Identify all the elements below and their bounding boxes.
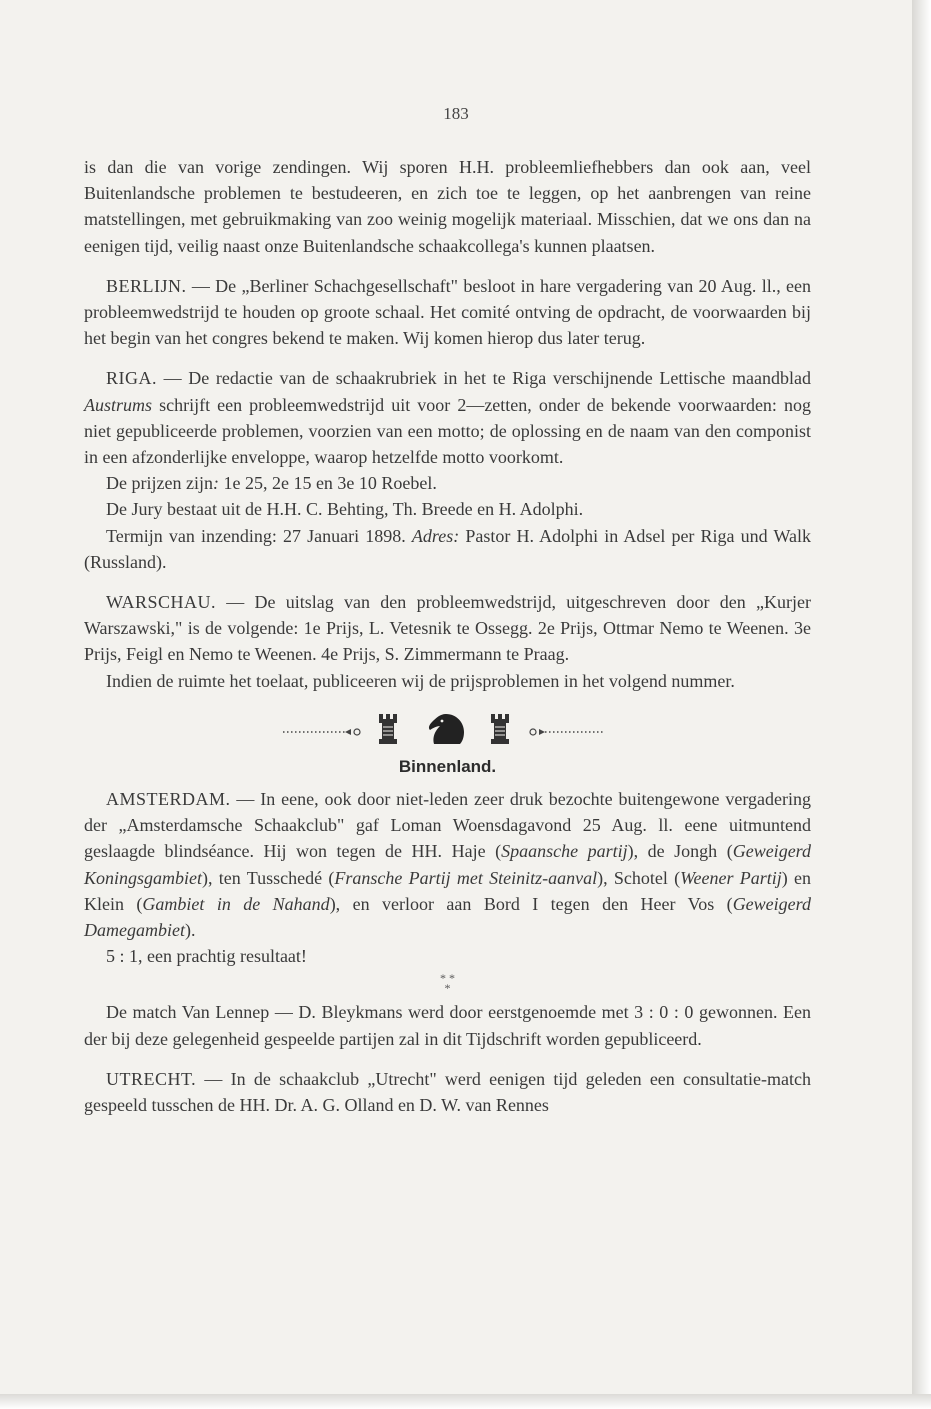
riga-deadline-text: Termijn van inzending: 27 Januari 1898.	[106, 525, 412, 546]
amsterdam-text-e: ) en Klein (	[84, 867, 811, 914]
amsterdam-text-a: — In eene, ook door niet-leden zeer druk bezochte buitengewone vergadering der „Amsterdamsche Schaakclub" gaf Loman Woensdagavond 25 Aug. ll. eene uitmuntend geslaagde blindséance. Hij won tegen de HH. Haje (	[84, 789, 811, 862]
chess-ornament	[84, 710, 811, 748]
city-utrecht: UTRECHT.	[106, 1068, 197, 1089]
paragraph-intro: is dan die van vorige zendingen. Wij sporen H.H. probleemliefhebbers dan ook aan, veel Buitenlandsche problemen te bestudeeren, en zich toe te leggen, op het aanbrengen van reine matstellingen, met gebruikmaking van zoo weinig mogelijk materiaal. Misschien, dat we ons dan na eenigen tijd, veilig naast onze Buitenlandsche schaakcollega's kunnen plaatsen.	[84, 157, 811, 256]
page-number: 183	[443, 104, 469, 123]
paragraph-utrecht	[84, 1066, 811, 1118]
paragraph-match: De match Van Lennep — D. Bleykmans werd door eerstgenoemde met 3 : 0 : 0 gewonnen. Een der bij deze gelegenheid gespeelde partijen zal in dit Tijdschrift worden gepubliceerd.	[84, 1002, 811, 1049]
opening-2: Geweigerd Koningsgambiet	[84, 841, 812, 888]
amsterdam-text-f: ), en verloor aan Bord I tegen den Heer Vos (	[329, 893, 733, 914]
riga-prizes-colon: :	[212, 473, 219, 494]
amsterdam-text-c: ), ten Tusschedé (	[202, 867, 335, 888]
page-edge-shadow	[912, 0, 931, 1409]
page-bottom-shadow	[0, 1394, 931, 1409]
asterism: * * *	[440, 971, 455, 996]
opening-1: Spaansche partij	[501, 841, 628, 862]
city-berlijn: BERLIJN.	[106, 275, 187, 296]
riga-text-b: schrijft een probleemwedstrijd uit voor 2—zetten, onder de bekende voorwaarden: nog niet gepubliceerde problemen, voorzien van een motto; de oplossing en de naam van den componist in een afzonderlijke enveloppe, waarop hetzelfde motto voorkomt.	[84, 394, 811, 468]
opening-5: Gambiet in de Nahand	[142, 893, 330, 914]
knight-icon	[428, 714, 463, 744]
paragraph-riga	[84, 365, 811, 470]
riga-address-label: Adres:	[411, 525, 460, 546]
paragraph-warschau	[84, 589, 811, 668]
amsterdam-text-b: ), de Jongh (	[627, 841, 733, 862]
riga-jury: De Jury bestaat uit de H.H. C. Behting, Th. Breede en H. Adolphi.	[106, 499, 584, 520]
riga-prizes-label: De prijzen zijn	[106, 473, 213, 494]
riga-text-a: — De redactie van de schaakrubriek in het te Riga verschijnende Lettische maandblad	[157, 368, 811, 389]
amsterdam-text-d: ), Schotel (	[597, 867, 681, 888]
rook-icon	[379, 714, 397, 744]
warschau-text: — De uitslag van den probleemwedstrijd, uitgeschreven door den „Kurjer Warszawski," is de volgende: 1e Prijs, L. Vetesnik te Ossegg. 2e Prijs, Ottmar Nemo te Weenen. 3e Prijs, Feigl en Nemo te Weenen. 4e Prijs, S. Zimmermann te Praag.	[84, 592, 811, 665]
ornament-svg	[283, 710, 613, 748]
riga-magazine-title: Austrums	[84, 394, 153, 415]
city-warschau: WARSCHAU.	[106, 592, 217, 613]
opening-6: Geweigerd Damegambiet	[84, 893, 811, 941]
opening-3: Fransche Partij met Steinitz-aanval	[334, 867, 598, 888]
amsterdam-text-g: ).	[184, 920, 196, 941]
utrecht-text: — In de schaakclub „Utrecht" werd eenigen tijd geleden een consultatie-match gespeeld tusschen de HH. Dr. A. G. Olland en D. W. van Rennes	[84, 1068, 811, 1116]
riga-deadline	[84, 523, 811, 575]
berlijn-text: — De „Berliner Schachgesellschaft" besloot in hare vergadering van 20 Aug. ll., een probleemwedstrijd te houden op groote schaal. Het comité ontving de opdracht, de voorwaarden bij het begin van het congres bekend te maken. Wij komen hierop dus later terug.	[84, 275, 811, 349]
city-amsterdam: AMSTERDAM.	[106, 789, 231, 810]
rook-icon	[491, 714, 509, 744]
opening-4: Weener Partij	[680, 867, 782, 888]
riga-address: Pastor H. Adolphi in Adsel per Riga und Walk (Russland).	[84, 525, 811, 572]
section-heading: Binnenland.	[398, 756, 497, 776]
riga-prizes-text: 1e 25, 2e 15 en 3e 10 Roebel.	[218, 473, 437, 494]
paragraph-amsterdam	[84, 786, 811, 943]
warschau-note: Indien de ruimte het toelaat, publiceeren wij de prijsproblemen in het volgend nummer.	[106, 670, 735, 691]
article-body	[84, 154, 811, 1118]
city-riga: RIGA.	[106, 368, 157, 389]
amsterdam-result: 5 : 1, een prachtig resultaat!	[106, 946, 307, 967]
riga-prizes	[84, 470, 811, 496]
paragraph-berlijn	[84, 273, 811, 352]
